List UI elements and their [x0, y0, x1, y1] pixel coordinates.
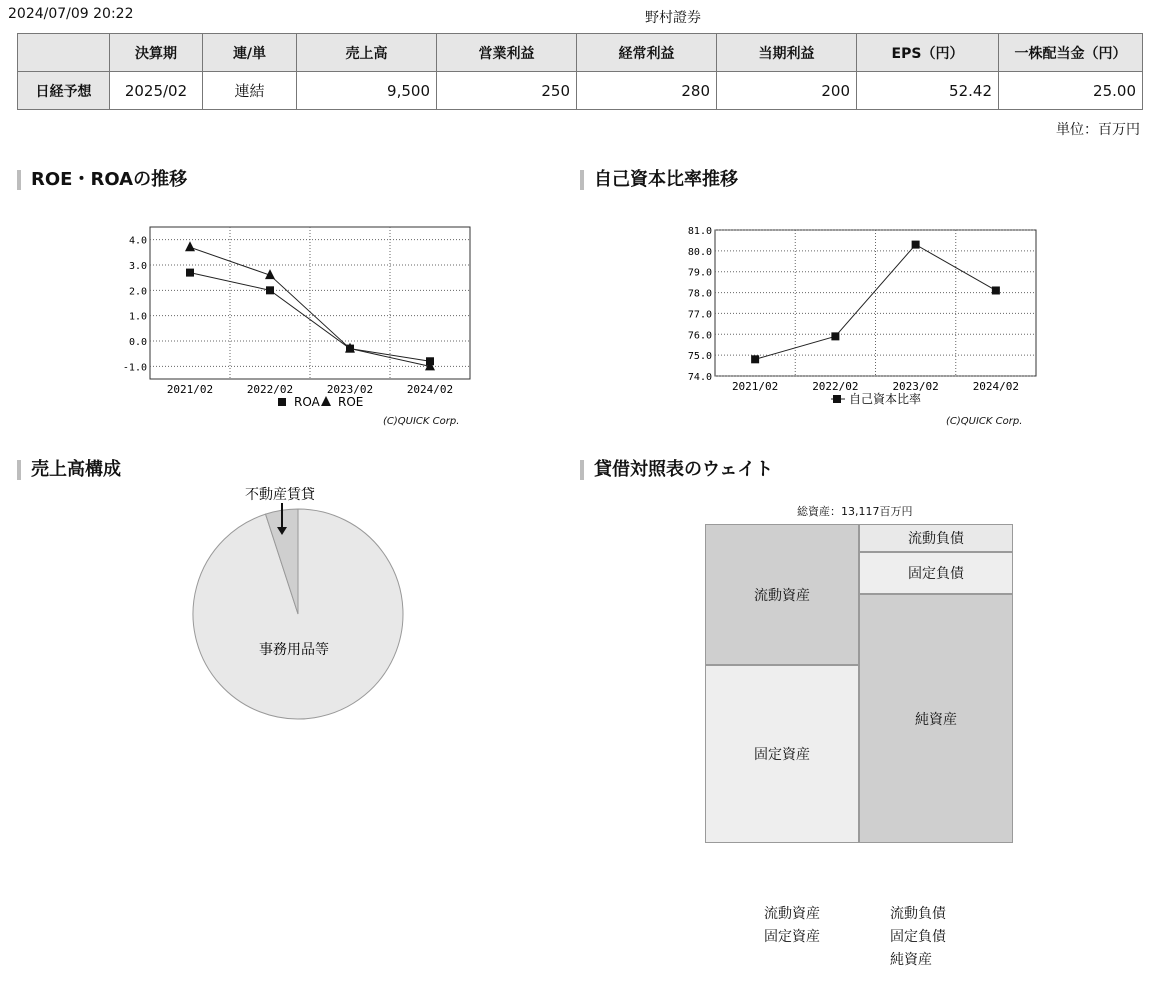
equity-y-tick-label: 80.0 — [687, 246, 712, 258]
roe-x-tick-label: 2024/02 — [406, 383, 454, 396]
section-title-sales-composition: 売上高構成 — [17, 460, 121, 480]
equity-point-自己資本比率 — [831, 332, 839, 340]
roe-y-tick-label: 3.0 — [128, 261, 147, 272]
bs-legend-right — [890, 903, 946, 972]
roe-y-tick-label: -1.0 — [122, 362, 147, 374]
section-title-equity-ratio: 自己資本比率推移 — [580, 170, 738, 190]
bs-net-assets — [859, 594, 1013, 843]
roe-y-tick-label: 1.0 — [128, 311, 147, 323]
bs-fixed-liabilities-label: 固定負債 — [908, 566, 964, 582]
row-header: 日経予想 — [18, 72, 110, 110]
equity-x-tick-label: 2021/02 — [731, 380, 779, 393]
section-title-roe-roa: ROE・ROAの推移 — [17, 170, 187, 190]
table-cell: 2025/02 — [110, 72, 203, 110]
roe-y-tick-label: 2.0 — [128, 286, 147, 298]
table-cell: 250 — [437, 72, 577, 110]
equity-point-自己資本比率 — [751, 355, 759, 363]
table-cell: 25.00 — [999, 72, 1143, 110]
bs-current-liabilities-label: 流動負債 — [908, 531, 964, 547]
roe-x-tick-label: 2023/02 — [326, 383, 374, 396]
table-cell: 9,500 — [297, 72, 437, 110]
roe-y-tick-label: 0.0 — [128, 337, 147, 348]
table-cell: 連結 — [203, 72, 297, 110]
col-header: 決算期 — [110, 34, 203, 72]
equity-y-tick-label: 74.0 — [687, 372, 712, 383]
table-cell: 200 — [717, 72, 857, 110]
table-cell: 52.42 — [857, 72, 999, 110]
equity-y-tick-label: 76.0 — [687, 330, 712, 342]
col-header: 連/単 — [203, 34, 297, 72]
equity-x-tick-label: 2022/02 — [812, 380, 859, 393]
equity-y-tick-label: 78.0 — [687, 288, 712, 300]
bs-legend-left — [764, 903, 820, 949]
roe-legend-marker — [278, 398, 286, 406]
roe-legend-marker — [321, 396, 331, 406]
equity-y-tick-label: 75.0 — [687, 351, 712, 363]
equity-y-tick-label: 79.0 — [687, 267, 712, 279]
bs-current-assets-label: 流動資産 — [754, 587, 810, 604]
equity-x-tick-label: 2023/02 — [892, 380, 939, 393]
roe-point-ROA — [266, 286, 274, 294]
bs-fixed-liabilities — [859, 552, 1013, 594]
equity-legend-marker — [833, 395, 841, 403]
col-header: EPS（円） — [857, 34, 999, 72]
report-datetime: 2024/07/09 20:22 — [8, 6, 134, 22]
legend-item: 流動負債 — [890, 906, 946, 922]
pie-label-small: 不動産賃貸 — [245, 487, 315, 503]
roe-legend-label: ROA — [294, 395, 320, 409]
equity-x-tick-label: 2024/02 — [972, 380, 1020, 393]
roe-x-tick-label: 2022/02 — [246, 383, 294, 396]
col-header: 経常利益 — [577, 34, 717, 72]
unit-label: 単位：百万円 — [1056, 122, 1140, 138]
col-header: 当期利益 — [717, 34, 857, 72]
pie-label-main: 事務用品等 — [259, 642, 329, 658]
legend-item: 固定資産 — [764, 929, 820, 945]
total-assets-label: 総資産：13,117百万円 — [797, 505, 913, 518]
col-header: 営業利益 — [437, 34, 577, 72]
bs-fixed-assets-label: 固定資産 — [754, 747, 810, 763]
bs-net-assets-label: 純資産 — [915, 711, 957, 728]
bs-current-liabilities — [859, 524, 1013, 552]
equity-point-自己資本比率 — [992, 286, 1000, 294]
col-header: 一株配当金（円） — [999, 34, 1143, 72]
equity-y-tick-label: 77.0 — [687, 309, 712, 321]
equity-y-tick-label: 81.0 — [687, 226, 712, 237]
legend-item: 固定負債 — [890, 929, 946, 945]
legend-item: 純資産 — [890, 952, 932, 968]
copyright-roe-chart: (C)QUICK Corp. — [383, 416, 460, 427]
legend-item: 流動資産 — [764, 906, 820, 922]
col-header: 売上高 — [297, 34, 437, 72]
roe-y-tick-label: 4.0 — [128, 235, 147, 247]
roe-x-tick-label: 2021/02 — [166, 383, 214, 396]
bs-current-assets — [705, 524, 859, 665]
broker-name: 野村證券 — [645, 10, 701, 26]
roe-legend-label: ROE — [338, 395, 364, 409]
table-cell: 280 — [577, 72, 717, 110]
equity-point-自己資本比率 — [912, 241, 920, 249]
equity-legend-label: 自己資本比率 — [849, 392, 922, 406]
copyright-equity-chart: (C)QUICK Corp. — [946, 416, 1023, 427]
bs-fixed-assets — [705, 665, 859, 843]
section-title-balance-sheet: 貸借対照表のウェイト — [580, 460, 773, 480]
roe-point-ROA — [186, 269, 194, 277]
